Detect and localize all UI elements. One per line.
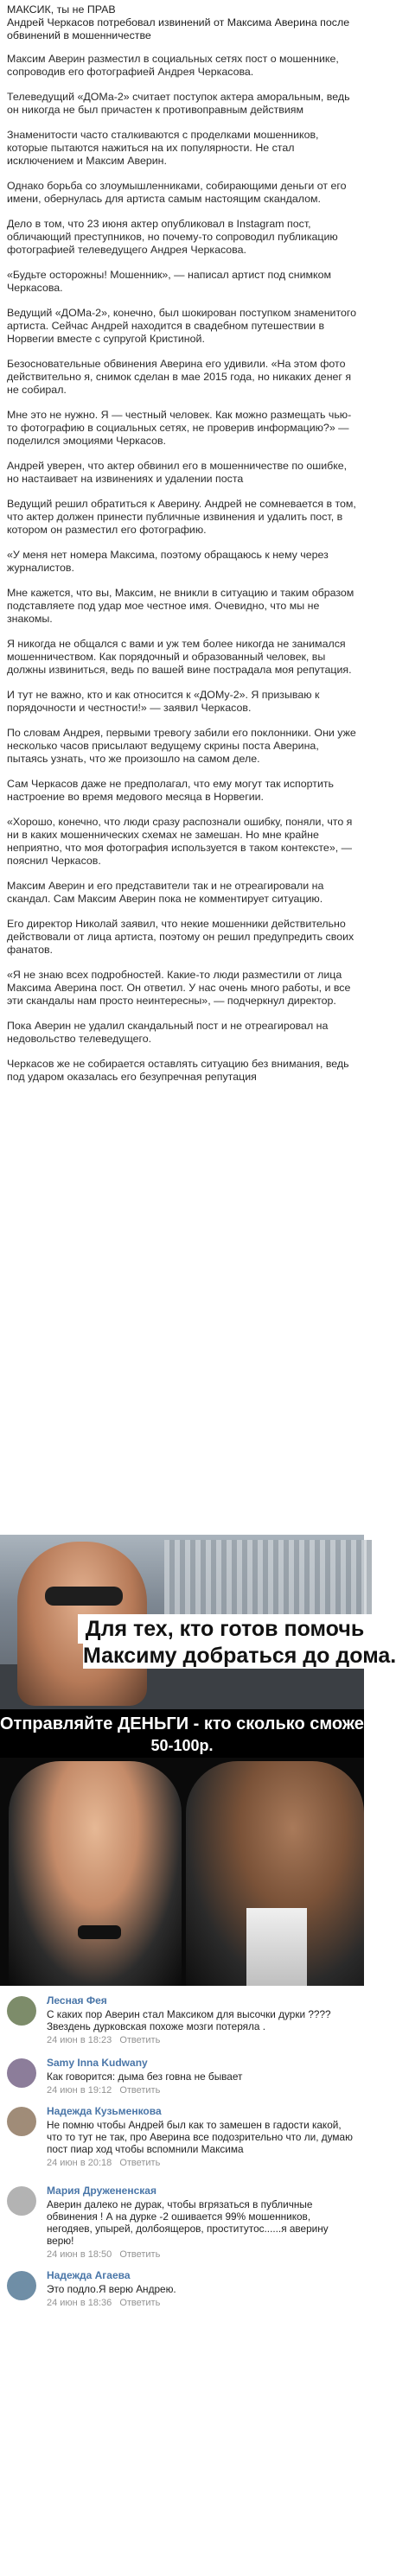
avatar[interactable] — [7, 2271, 36, 2300]
comment-date[interactable]: 24 июн в 20:18 — [47, 2158, 112, 2168]
article-paragraph: Мне это не нужно. Я — честный человек. Как можно размещать чью-то фотографию в социальных сетях, не проверив информацию?» — поделился эмоциями Черкасов. — [7, 409, 352, 447]
article-paragraph: Я никогда не общался с вами и уж тем более никогда не занимался мошенничеством. Как порядочный и образованный человек, вы должны извиниться, ведь по вашей вине пострадала моя репутация. — [7, 638, 352, 676]
meme-caption-line1: Для тех, кто готов помочь — [78, 1614, 372, 1644]
article-paragraph: Ведущий «ДОМа-2», конечно, был шокирован поступком знаменитого артиста. Сейчас Андрей находится в свадебном путешествии в Норвегии вместе с супругой Кристиной. — [7, 307, 357, 345]
article-paragraph: Максим Аверин и его представители так и не отреагировали на скандал. Сам Максим Аверин пока не комментирует ситуацию. — [7, 880, 324, 905]
reply-link[interactable]: Ответить — [119, 2158, 161, 2168]
article-paragraph: «У меня нет номера Максима, поэтому обращаюсь к нему через журналистов. — [7, 549, 329, 574]
reply-link[interactable]: Ответить — [119, 2298, 161, 2308]
comment-date[interactable]: 24 июн в 18:50 — [47, 2249, 112, 2260]
article-paragraph: Черкасов же не собирается оставлять ситуацию без внимания, ведь под ударом оказалась его безупречная репутация — [7, 1058, 349, 1083]
avatar[interactable] — [7, 2058, 36, 2088]
comment-item — [0, 1986, 364, 2048]
photo-two-men[interactable] — [0, 1709, 376, 1986]
article-paragraph: Максим Аверин разместил в социальных сетях пост о мошеннике, сопроводив его фотографией Андрея Черкасова. — [7, 53, 339, 78]
article-paragraph: Безосновательные обвинения Аверина его удивили. «На этом фото действительно я, снимок сделан в мае 2015 года, но никаких денег я не собирал. — [7, 358, 352, 396]
comment-meta — [47, 2084, 357, 2096]
avatar[interactable] — [7, 2107, 36, 2136]
article — [0, 0, 364, 1084]
comment-meta — [47, 2157, 357, 2169]
bow-tie — [78, 1925, 121, 1939]
comment-author-link[interactable]: Надежда Агаева — [47, 2269, 131, 2281]
meme-caption-line2: Максиму добраться до дома. — [83, 1644, 396, 1668]
article-paragraph: Пока Аверин не удалил скандальный пост и не отреагировал на недовольство телеведущего. — [7, 1020, 329, 1045]
shirt — [246, 1908, 307, 1986]
article-paragraph: Мне кажется, что вы, Максим, не вникли в ситуацию и таким образом подставляете под удар мое честное имя. Очевидно, что мы не знакомы. — [7, 587, 354, 625]
photo-man-right-suit — [186, 1761, 364, 1986]
meme-caption-amount: 50-100р. — [0, 1733, 364, 1758]
reply-link[interactable]: Ответить — [119, 2249, 161, 2260]
comment-text: Аверин далеко не дурак, чтобы вгрязаться в публичные обвинения ! А на дурке -2 ошивается 99% мошенников, негодяев, упырей, долбоящеров, проститутос......я аверину верю! — [47, 2198, 329, 2247]
article-title — [7, 3, 357, 42]
comments-list — [0, 1986, 364, 2309]
comment-author-link[interactable]: Мария Дружененская — [47, 2185, 156, 2197]
article-paragraph: Андрей уверен, что актер обвинил его в мошенничестве по ошибке, но настаивает на извинениях и удалении поста — [7, 460, 348, 485]
photo-sunglasses — [45, 1587, 123, 1606]
avatar[interactable] — [7, 1996, 36, 2026]
comment-author-link[interactable]: Samy Inna Kudwany — [47, 2057, 148, 2069]
article-paragraph: Его директор Николай заявил, что некие мошенники действительно действовали от лица артиста, поэтому он решил предупредить своих фанатов. — [7, 918, 354, 956]
comment-meta — [47, 2297, 357, 2309]
article-paragraph: По словам Андрея, первыми тревогу забили его поклонники. Они уже несколько часов присылают ведущему скрины поста Аверина, пытаясь узнать, что же произошло на самом деле. — [7, 727, 356, 765]
comment-meta — [47, 2034, 357, 2046]
comment-author-link[interactable]: Надежда Кузьменкова — [47, 2105, 162, 2117]
article-paragraph: «Хорошо, конечно, что люди сразу распознали ошибку, поняли, что я ни в каких мошеннических схемах не замешан. Но мне крайне неприятно, что моя фотография используется в таком контексте», — пояснил Черкасов. — [7, 816, 353, 867]
reply-link[interactable]: Ответить — [119, 2035, 161, 2045]
article-paragraph: Телеведущий «ДОМа-2» считает поступок актера аморальным, ведь он никогда не был причастен к противоправным действиям — [7, 91, 350, 116]
article-paragraph: «Будьте осторожны! Мошенник», — написал артист под снимком Черкасова. — [7, 269, 332, 294]
article-paragraph: Знаменитости часто сталкиваются с проделками мошенников, которые пытаются нажиться на их популярности. Не стал исключением и Максим Аверин. — [7, 129, 319, 167]
article-title-line1: МАКСИК, ты не ПРАВ — [7, 3, 116, 16]
comment-date[interactable]: 24 июн в 19:12 — [47, 2085, 112, 2096]
comment-item — [0, 2176, 364, 2261]
comment-author-link[interactable]: Лесная Фея — [47, 1994, 107, 2007]
comment-text: Не помню чтобы Андрей был как то замешен в гадости какой, что то тут не так, про Аверина все подозрительно что ли, думаю пост пиар ход чтобы вспомнили Максима — [47, 2119, 353, 2155]
comment-text: С каких пор Аверин стал Максиком для высочки дурки ???? Звездень дурковская похоже мозги потеряла . — [47, 2008, 331, 2032]
comment-date[interactable]: 24 июн в 18:36 — [47, 2298, 112, 2308]
photo-man-left-tuxedo — [9, 1761, 182, 1986]
comment-meta — [47, 2248, 357, 2261]
comment-item — [0, 2048, 364, 2096]
article-title-line2: Андрей Черкасов потребовал извинений от Максима Аверина после обвинений в мошенничестве — [7, 16, 350, 41]
comment-text: Это подло.Я верю Андрею. — [47, 2283, 176, 2295]
article-paragraph: Однако борьба со злоумышленниками, собирающими деньги от его имени, обернулась для артиста самым настоящим скандалом. — [7, 180, 347, 205]
article-paragraph: И тут не важно, кто и как относится к «ДОМу-2». Я призываю к порядочности и честности!» — заявил Черкасов. — [7, 689, 320, 714]
comment-text: Как говорится: дыма без говна не бывает — [47, 2070, 243, 2083]
article-paragraph: «Я не знаю всех подробностей. Какие-то люди разместили от лица Максима Аверина пост. Он ответил. У нас очень много работы, и все эти скандалы нам просто неинтересны», — подчеркнул директор. — [7, 969, 351, 1007]
meme-caption-money: Отправляйте ДЕНЬГИ - кто сколько сможет. — [0, 1709, 364, 1739]
article-paragraph: Дело в том, что 23 июня актер опубликовал в Instagram пост, обличающий преступников, но почему-то сопроводил публикацию фотографией телеведущего Андрея Черкасова. — [7, 218, 338, 256]
reply-link[interactable]: Ответить — [119, 2085, 161, 2096]
comment-date[interactable]: 24 июн в 18:23 — [47, 2035, 112, 2045]
article-paragraph: Ведущий решил обратиться к Аверину. Андрей не сомневается в том, что актер должен принести публичные извинения и удалить пост, в котором он разместил его фотографию. — [7, 498, 356, 536]
article-paragraph: Сам Черкасов даже не предполагал, что ему могут так испортить настроение во время медового месяца в Норвегии. — [7, 778, 334, 803]
comment-item — [0, 2261, 364, 2309]
avatar[interactable] — [7, 2186, 36, 2216]
comment-item — [0, 2096, 364, 2176]
